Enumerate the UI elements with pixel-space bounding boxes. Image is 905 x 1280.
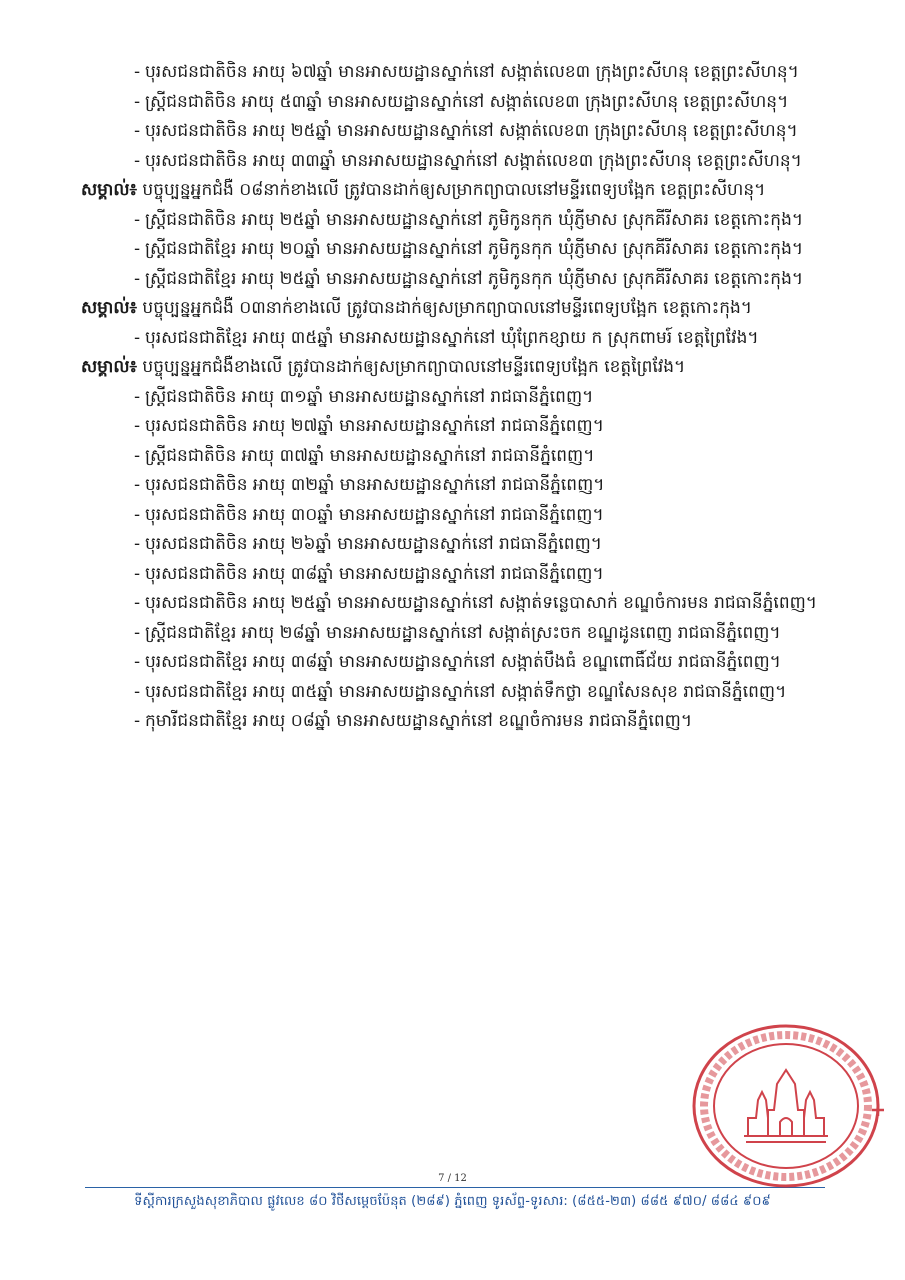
case-item (0, 235, 905, 265)
seal-lettering-band (704, 1035, 868, 1177)
case-item (0, 117, 905, 147)
case-item-text: បុរសជនជាតិចិន អាយុ ២៧ឆ្នាំ មានអាសយដ្ឋានស្នាក់នៅ រាជធានីភ្នំពេញ។ (145, 416, 604, 436)
bullet-dash: - (134, 445, 141, 466)
case-item (0, 471, 905, 501)
bullet-dash: - (134, 622, 141, 643)
bullet-dash: - (134, 386, 141, 407)
case-item-text: បុរសជនជាតិចិន អាយុ ៣៣ឆ្នាំ មានអាសយដ្ឋានស្នាក់នៅ សង្កាត់លេខ៣ ក្រុងព្រះសីហនុ ខេត្តព្រះសីហនុ។ (145, 150, 802, 171)
case-item (0, 265, 905, 295)
angkor-temple-icon (744, 1070, 828, 1142)
bullet-dash: - (134, 239, 141, 259)
bullet-dash: - (134, 593, 141, 613)
seal-outer-ring (694, 1026, 878, 1186)
case-item-text: ស្ត្រីជនជាតិចិន អាយុ ៣១ឆ្នាំ មានអាសយដ្ឋានស្នាក់នៅ រាជធានីភ្នំពេញ។ (145, 386, 594, 407)
seal-cross-icon (872, 1104, 884, 1116)
note-label: សម្គាល់៖ (81, 298, 138, 318)
note-text: បច្ចុប្បន្នអ្នកជំងឺខាងលើ ត្រូវបានដាក់ឲ្យសម្រាកព្យាបាលនៅមន្ទីរពេទ្យបង្អែក ខេត្តព្រៃវែង។ (137, 357, 686, 377)
bullet-dash: - (134, 711, 141, 731)
bullet-dash: - (134, 268, 141, 289)
case-item (0, 412, 905, 442)
case-item-text: បុរសជនជាតិចិន អាយុ ៣០ឆ្នាំ មានអាសយដ្ឋានស្នាក់នៅ រាជធានីភ្នំពេញ។ (145, 504, 604, 525)
bullet-dash: - (134, 475, 141, 495)
case-item-text: បុរសជនជាតិចិន អាយុ ២៥ឆ្នាំ មានអាសយដ្ឋានស្នាក់នៅ សង្កាត់លេខ៣ ក្រុងព្រះសីហនុ ខេត្តព្រះសីហនុ។ (145, 121, 798, 141)
note-text: បច្ចុប្បន្នអ្នកជំងឺ ០៨នាក់ខាងលើ ត្រូវបានដាក់ឲ្យសម្រាកព្យាបាលនៅមន្ទីរពេទ្យបង្អែក ខេត្តព្រះសីហនុ។ (137, 180, 766, 200)
bullet-dash: - (134, 209, 141, 230)
case-item-text: បុរសជនជាតិខ្មែរ អាយុ ៣៥ឆ្នាំ មានអាសយដ្ឋានស្នាក់នៅ សង្កាត់ទឹកថ្លា ខណ្ឌសែនសុខ រាជធានីភ្នំពេញ។ (145, 681, 787, 702)
case-item-text: បុរសជនជាតិខ្មែរ អាយុ ៣៨ឆ្នាំ មានអាសយដ្ឋានស្នាក់នៅ សង្កាត់បឹងធំ ខណ្ឌពោធិ៍ជ័យ រាជធានីភ្នំពេញ។ (145, 652, 781, 672)
bullet-dash: - (134, 652, 141, 672)
page-number: 7 / 12 (438, 1173, 467, 1184)
bullet-dash: - (134, 62, 141, 82)
case-item (0, 530, 905, 560)
case-item (0, 147, 905, 177)
bullet-dash: - (134, 327, 141, 348)
bullet-dash: - (134, 681, 141, 702)
bullet-dash: - (134, 91, 141, 112)
case-item-text: បុរសជនជាតិខ្មែរ អាយុ ៣៥ឆ្នាំ មានអាសយដ្ឋានស្នាក់នៅ ឃុំព្រែកខ្សាយ ក ស្រុកពាមរ៍ ខេត្តព្រៃវែង។ (145, 327, 759, 348)
bullet-dash: - (134, 150, 141, 171)
bullet-dash: - (134, 416, 141, 436)
bullet-dash: - (134, 504, 141, 525)
official-seal-icon (686, 1018, 886, 1193)
case-item (0, 678, 905, 708)
note-paragraph (0, 294, 905, 324)
case-item (0, 560, 905, 590)
bullet-dash: - (134, 534, 141, 554)
case-item (0, 206, 905, 236)
case-item-text: បុរសជនជាតិចិន អាយុ ៦៧ឆ្នាំ មានអាសយដ្ឋានស្នាក់នៅ សង្កាត់លេខ៣ ក្រុងព្រះសីហនុ ខេត្តព្រះសីហនុ។ (145, 62, 799, 82)
case-item (0, 501, 905, 531)
bullet-dash: - (134, 121, 141, 141)
case-item-text: ស្ត្រីជនជាតិខ្មែរ អាយុ ២០ឆ្នាំ មានអាសយដ្ឋានស្នាក់នៅ ភូមិកូនកុក ឃុំភ្ញីមាស ស្រុកគីរីសាគរ ខេត្តកោះកុង។ (145, 239, 804, 259)
case-item-text: ស្ត្រីជនជាតិខ្មែរ អាយុ ២៨ឆ្នាំ មានអាសយដ្ឋានស្នាក់នៅ សង្កាត់ស្រះចក ខណ្ឌដូនពេញ រាជធានីភ្នំពេញ។ (145, 622, 781, 643)
note-text: បច្ចុប្បន្នអ្នកជំងឺ ០៣នាក់ខាងលើ ត្រូវបានដាក់ឲ្យសម្រាកព្យាបាលនៅមន្ទីរពេទ្យបង្អែក ខេត្តកោះកុង។ (137, 298, 752, 318)
case-list (0, 58, 905, 737)
case-item (0, 442, 905, 472)
case-item (0, 383, 905, 413)
case-item (0, 58, 905, 88)
note-paragraph (0, 353, 905, 383)
note-paragraph (0, 176, 905, 206)
case-item-text: ស្ត្រីជនជាតិចិន អាយុ ២៥ឆ្នាំ មានអាសយដ្ឋានស្នាក់នៅ ភូមិកូនកុក ឃុំភ្ញីមាស ស្រុកគីរីសាគរ ខេត្តកោះកុង។ (145, 209, 804, 230)
case-item-text: ស្ត្រីជនជាតិខ្មែរ អាយុ ២៥ឆ្នាំ មានអាសយដ្ឋានស្នាក់នៅ ភូមិកូនកុក ឃុំភ្ញីមាស ស្រុកគីរីសាគរ ខេត្តកោះកុង។ (145, 268, 804, 289)
case-item-text: បុរសជនជាតិចិន អាយុ ២៦ឆ្នាំ មានអាសយដ្ឋានស្នាក់នៅ រាជធានីភ្នំពេញ។ (145, 534, 602, 554)
case-item (0, 324, 905, 354)
case-item-text: កុមារីជនជាតិខ្មែរ អាយុ ០៨ឆ្នាំ មានអាសយដ្ឋានស្នាក់នៅ ខណ្ឌចំការមន រាជធានីភ្នំពេញ។ (145, 711, 693, 731)
case-item-text: ស្ត្រីជនជាតិចិន អាយុ ៣៧ឆ្នាំ មានអាសយដ្ឋានស្នាក់នៅ រាជធានីភ្នំពេញ។ (145, 445, 595, 466)
case-item (0, 648, 905, 678)
bullet-dash: - (134, 563, 141, 584)
footer-address: ទីស្តីការក្រសួងសុខាភិបាល ផ្លូវលេខ ៨០ វិថីសម្តេចប៉ែនុត (២៨៩) ភ្នំពេញ ទូរស័ព្ទ-ទូរសារ: (៨៥៥-២៣) ៨៨៥ ៩៧០/ ៨៨៤ ៩០៩ (134, 1194, 771, 1209)
case-item-text: ស្ត្រីជនជាតិចិន អាយុ ៥៣ឆ្នាំ មានអាសយដ្ឋានស្នាក់នៅ សង្កាត់លេខ៣ ក្រុងព្រះសីហនុ ខេត្តព្រះសីហនុ។ (145, 91, 789, 112)
case-item-text: បុរសជនជាតិចិន អាយុ ២៥ឆ្នាំ មានអាសយដ្ឋានស្នាក់នៅ សង្កាត់ទន្លេបាសាក់ ខណ្ឌចំការមន រាជធានីភ្នំពេញ។ (145, 593, 817, 613)
seal-inner-ring (714, 1044, 858, 1168)
note-label: សម្គាល់៖ (81, 357, 138, 377)
case-item-text: បុរសជនជាតិចិន អាយុ ៣៨ឆ្នាំ មានអាសយដ្ឋានស្នាក់នៅ រាជធានីភ្នំពេញ។ (145, 563, 604, 584)
case-item (0, 88, 905, 118)
case-item (0, 589, 905, 619)
note-label: សម្គាល់៖ (81, 180, 138, 200)
case-item (0, 619, 905, 649)
case-item (0, 707, 905, 737)
case-item-text: បុរសជនជាតិចិន អាយុ ៣២ឆ្នាំ មានអាសយដ្ឋានស្នាក់នៅ រាជធានីភ្នំពេញ។ (145, 475, 605, 495)
